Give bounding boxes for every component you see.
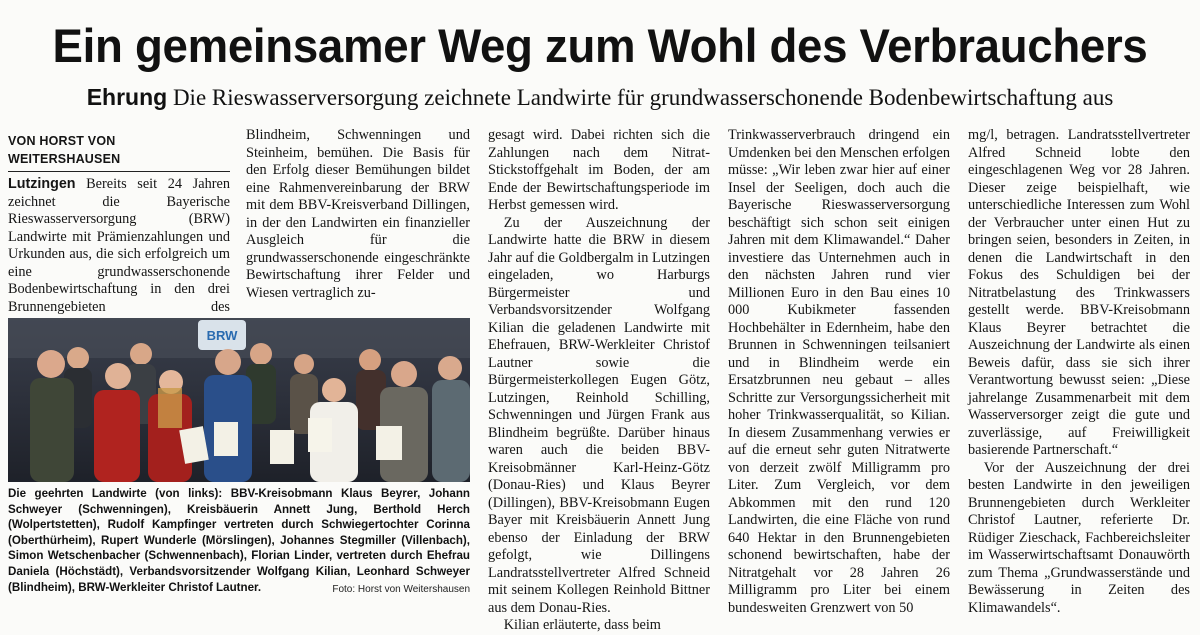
article-column-4 xyxy=(728,127,950,617)
paragraph: Blindheim, Schwenningen und Steinheim, bemühen. Die Basis für den Erfolg dieser Bemühungen bildet eine Rahmenvereinbarung der BRW mit dem BBV-Kreisverband Dillingen, in der den Landwirten ein finanzieller Ausgleich für die grundwasserschonende eingeschränkte Bewirtschaftung ihrer Felder und Wiesen vertraglich zu- xyxy=(246,127,470,301)
paragraph: Kilian erläuterte, dass beim xyxy=(503,617,661,633)
subline-text: Die Rieswasserversorgung zeichnete Landwirte für grundwasserschonende Bodenbewirtschaftung aus xyxy=(172,85,1114,110)
banner-text: BRW xyxy=(206,328,238,343)
paragraph: Zu der Auszeichnung der Landwirte hatte die BRW in diesem Jahr auf die Goldbergalm in Lutzingen eingeladen, wo Harburgs Bürgermeister und Verbandsvorsitzender Wolfgang Kilian die geladenen Landwirte mit Ehefrauen, BRW-Werkleiter Christof Lautner sowie die Bürgermeisterkollegen Eugen Götz, Lutzingen, Reinhold Schilling, Schwenningen und Jürgen Frank aus Blindheim begrüßte. Darüber hinaus waren auch die beiden BBV-Kreisobmänner Karl-Heinz-Götz (Donau-Ries) und Klaus Beyrer (Dillingen), BBV-Kreisobmann Eugen Bayer mit Kreisbäuerin Annett Jung ebenso der Einladung der BRW gefolgt, wie Dillingens Landratsstellvertreter Alfred Schneid mit seinem Kollegen Reinhold Bittner aus dem Donau-Ries. xyxy=(488,214,710,616)
headline: Ein gemeinsamer Weg zum Wohl des Verbrauchers xyxy=(52,19,1148,72)
photo-credit: Foto: Horst von Weitershausen xyxy=(332,584,470,595)
photo-caption: Die geehrten Landwirte (von links): BBV-Kreisobmann Klaus Beyrer, Johann Schweyer (Schwenningen), Kreisbäuerin Annett Jung, Berthold Herch (Wolpertstetten), Rudolf Kampfinger vertreten durch Schwiegertochter Corinna (Oberthürheim), Rupert Wunderle (Mörslingen), Johannes Stegmiller (Villenbach), Simon Wetschenbacher (Schwennenbach), Florian Linder, vertreten durch Ehefrau Daniela (Höchstädt), Verbandsvorsitzender Wolfgang Kilian, Leonhard Schweyer (Blindheim), BRW-Werkleiter Christof Lautner. xyxy=(8,487,470,594)
byline: VON HORST VON WEITERSHAUSEN xyxy=(8,133,230,172)
photo-illustration xyxy=(8,318,470,482)
subline-kicker: Ehrung xyxy=(86,84,168,110)
article-column-3 xyxy=(488,127,710,635)
paragraph xyxy=(8,176,230,334)
paragraph: Vor der Auszeichnung der drei besten Landwirte in den jeweiligen Brunnengebieten durch Werkleiter Christof Lautner, referierte Dr. Rüdiger Zieschack, Fachbereichsleiter im Wasserwirtschaftsamt Donauwörth zum Thema „Grundwasserstände und Bewässerung in Zeiten des Klimawandels“. xyxy=(968,459,1190,616)
article-column-5 xyxy=(968,127,1190,617)
paragraph-text: Bereits seit 24 Jahren zeichnet die Bayerische Rieswasserversorgung (BRW) Landwirte mit Prämienzahlungen und Urkunden aus, die sich erfolgreich um eine grundwasserschonende Bodenbewirtschaftung in den drei Brunnengebieten des xyxy=(8,176,230,315)
subline xyxy=(0,82,1200,113)
paragraph: mg/l, betragen. Landratsstellvertreter Alfred Schneid lobte den eingeschlagenen Weg vor 28 Jahren. Dieser zeige beispielhaft, wie unterschiedliche Interessen zum Wohl der Verbraucher unter einen Hut zu bringen seien, besonders in Zeiten, in denen die Landwirtschaft in den Fokus des Schuldigen bei der Nitratbelastung des Trinkwassers gestellt werde. BBV-Kreisobmann Klaus Beyrer betrachtet die Auszeichnung der Landwirte als einen Beweis dafür, dass sie sich ihrer Verantwortung bewusst seien: „Diese jahrelange Zusammenarbeit mit dem Wasserversorger zeigt die gute und zuverlässige, auf Freiwilligkeit basierende Partnerschaft.“ xyxy=(968,127,1190,458)
article-column-1 xyxy=(8,133,230,334)
paragraph: gesagt wird. Dabei richten sich die Zahlungen nach dem Nitrat-Stickstoffgehalt im Boden, der am Ende der Bewirtschaftungsperiode im Herbst gemessen wird. xyxy=(488,127,710,213)
paragraph: Trinkwasserverbrauch dringend ein Umdenken bei den Menschen erfolgen müsse: „Wir leben zwar hier auf einer Insel der Seeligen, doch auch die Bayerische Rieswasserversorgung beschäftigt sich schon seit einigen Jahren mit dem Klimawandel.“ Daher investiere das Unternehmen auch in den nächsten Jahren rund vier Millionen Euro in den Bau eines 10 000 Kubikmeter fassenden Hochbehälter in Edernheim, habe den Brunnen in Schwenningen teilsaniert und in Blindheim werde ein Ersatzbrunnen neu gebaut – alles Schritte zur Versorgungssicherheit mit hoher Trinkwasserqualität, so Kilian. In diesem Zusammenhang verwies er auf die erneut sehr guten Nitratwerte von derzeit zwölf Milligramm pro Liter. Zum Vergleich, vor dem Abkommen mit den rund 120 Landwirten, die eine Fläche von rund 640 Hektar in den Brunnengebieten schonend bewirtschaften, habe der Nitratgehalt vor 28 Jahren 26 Milligramm pro Liter bei einem bundesweiten Grenzwert von 50 xyxy=(728,127,950,616)
dateline: Lutzingen xyxy=(8,176,76,192)
group-photo xyxy=(8,318,470,482)
article-column-2 xyxy=(246,127,470,302)
